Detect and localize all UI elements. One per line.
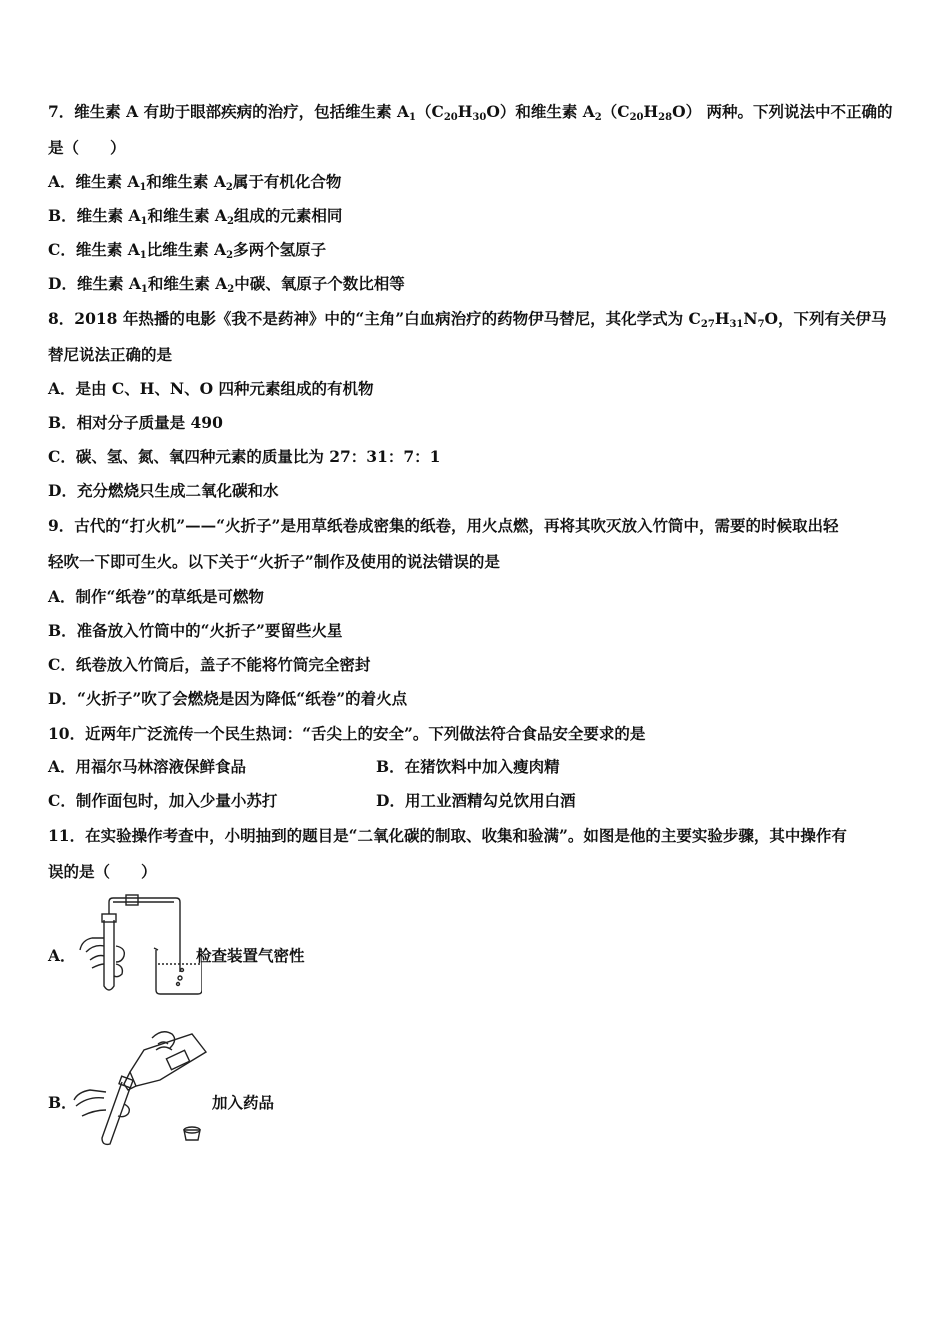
- q8-stem-line2: 替尼说法正确的是: [48, 345, 173, 364]
- q9-stem-line1: 9．古代的“打火机”——“火折子”是用草纸卷成密集的纸卷，用火点燃，再将其吹灭放入竹筒中，需要的时候取出轻: [48, 516, 839, 535]
- q8-stem-line1: 8．2018 年热播的电影《我不是药神》中的“主角”白血病治疗的药物伊马替尼，其化学式为 $C_{27}H_{31}N_7O$，下列有关伊马: [48, 309, 887, 330]
- q7-option-a: A．维生素 $A_1$和维生素 $A_2$属于有机化合物: [48, 172, 342, 193]
- q11-option-b-letter: B．: [48, 1093, 77, 1112]
- q11-stem-line1: 11．在实验操作考查中，小明抽到的题目是“二氧化碳的制取、收集和验满”。如图是他的主要实验步骤，其中操作有: [48, 826, 847, 845]
- q8-option-b: B．相对分子质量是 490: [48, 413, 223, 432]
- q9-option-d: D．“火折子”吹了会燃烧是因为降低“纸卷”的着火点: [48, 689, 408, 708]
- q11-option-a-letter: A．: [48, 946, 76, 965]
- q10-option-a: A．用福尔马林溶液保鲜食品: [48, 757, 247, 776]
- q9-option-c: C．纸卷放入竹筒后，盖子不能将竹筒完全密封: [48, 655, 371, 674]
- q10-option-d: D．用工业酒精勾兑饮用白酒: [376, 791, 576, 810]
- q7-stem-line2: 是（ ）: [48, 138, 126, 157]
- q7-option-c: C．维生素 $A_1$比维生素 $A_2$多两个氢原子: [48, 240, 327, 261]
- q9-option-b: B．准备放入竹筒中的“火折子”要留些火星: [48, 621, 343, 640]
- q8-option-a: A．是由 C、H、N、O 四种元素组成的有机物: [48, 379, 374, 398]
- adding-reagent-illustration: [72, 1026, 212, 1150]
- q11-stem-line2: 误的是（ ）: [48, 862, 157, 881]
- q11-option-b-caption: 加入药品: [212, 1093, 275, 1112]
- q8-option-d: D．充分燃烧只生成二氧化碳和水: [48, 481, 279, 500]
- q10-stem: 10．近两年广泛流传一个民生热词：“舌尖上的安全”。下列做法符合食品安全要求的是: [48, 724, 646, 743]
- q9-stem-line2: 轻吹一下即可生火。以下关于“火折子”制作及使用的说法错误的是: [48, 552, 500, 571]
- airtightness-check-illustration: [72, 890, 202, 1000]
- q7-stem-line1: 7．维生素 A 有助于眼部疾病的治疗，包括维生素 $A_1(C_{20}H_{30}O)$和维生素 $A_2(C_{20}H_{28}O)$ 两种。下列说法中不正确的: [48, 102, 893, 123]
- q7-option-d: D．维生素 $A_1$和维生素 $A_2$中碳、氧原子个数比相等: [48, 274, 405, 295]
- q10-option-c: C．制作面包时，加入少量小苏打: [48, 791, 278, 810]
- q10-option-b: B．在猪饮料中加入瘦肉精: [376, 757, 560, 776]
- q8-option-c: C．碳、氢、氮、氧四种元素的质量比为 27：31：7：1: [48, 447, 441, 466]
- q9-option-a: A．制作“纸卷”的草纸是可燃物: [48, 587, 264, 606]
- q7-option-b: B．维生素 $A_1$和维生素 $A_2$组成的元素相同: [48, 206, 343, 227]
- q11-option-a-caption: 检查装置气密性: [196, 946, 305, 965]
